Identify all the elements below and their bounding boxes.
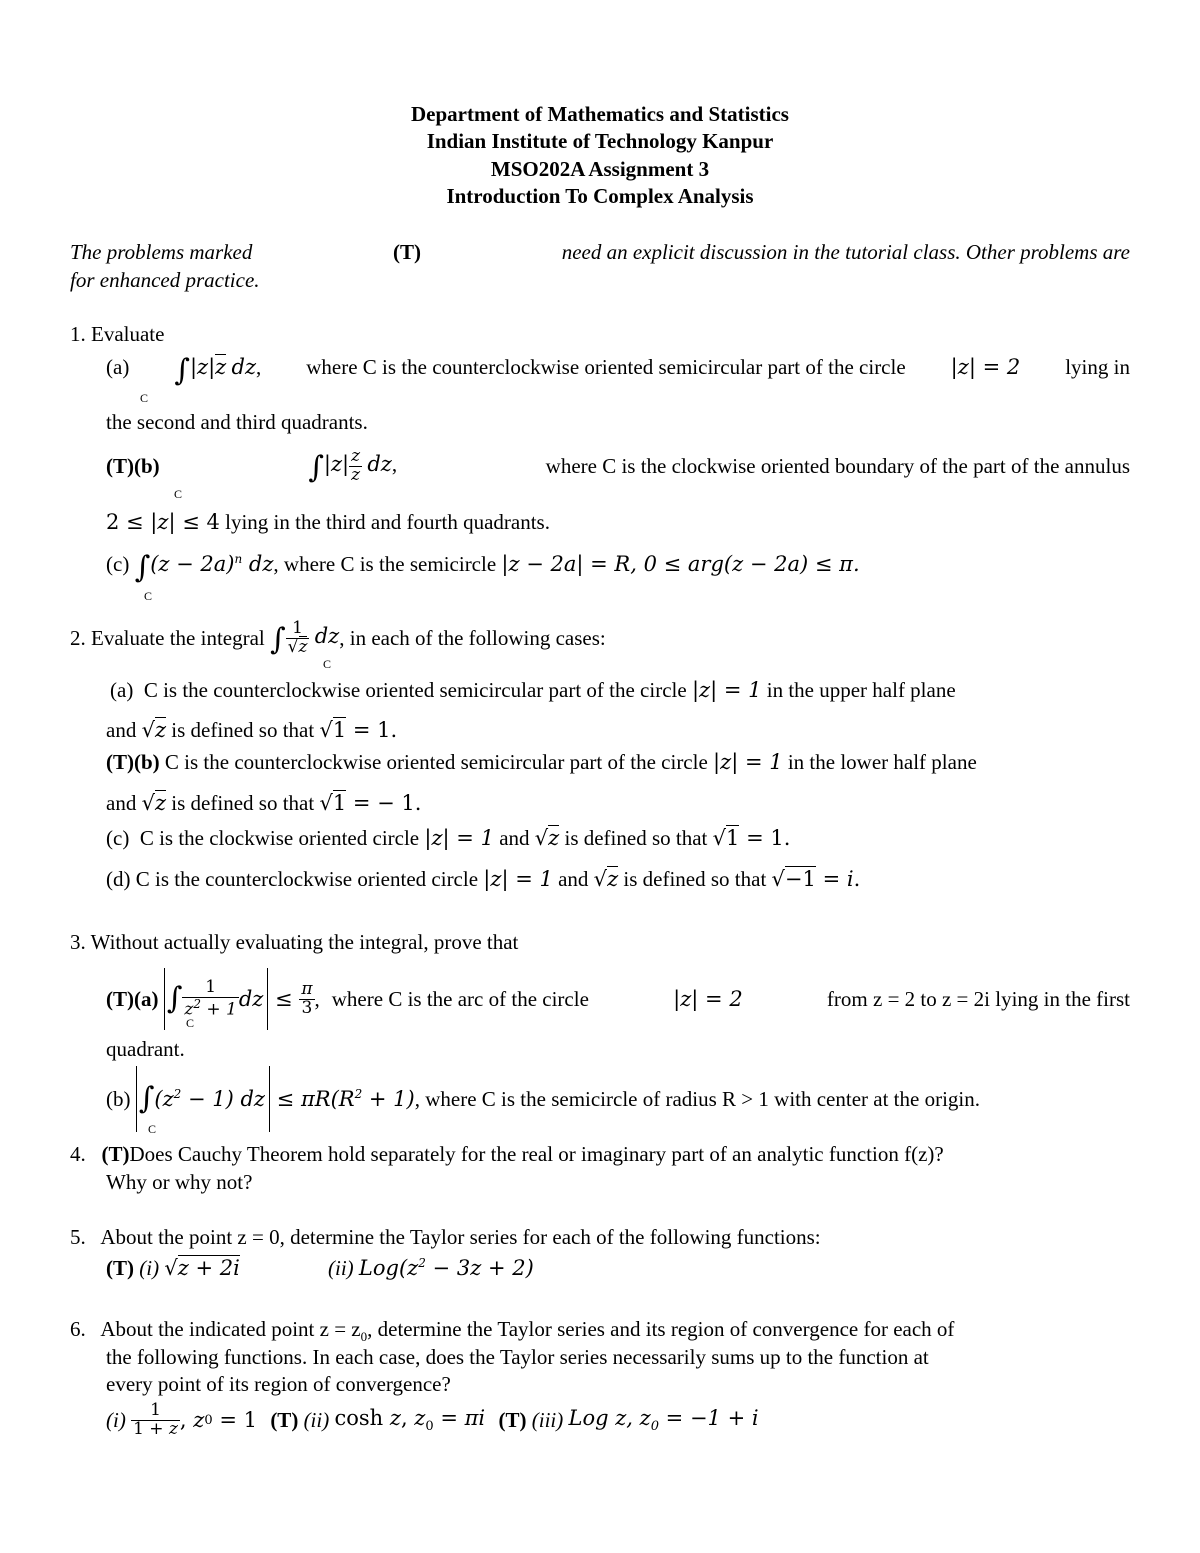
q2b-tail: in the lower half plane	[787, 750, 977, 774]
q1a-line	[106, 355, 1130, 386]
q4-line	[70, 1142, 944, 1167]
q1a-line-2: the second and third quadrants.	[106, 410, 368, 434]
q5-line	[70, 1225, 821, 1250]
q5-text: About the point z = 0, determine the Taylor series for each of the following functions:	[100, 1225, 821, 1249]
q2-title-tail: , in each of the following cases:	[339, 625, 606, 650]
q2b-label: (T)(b)	[106, 750, 160, 774]
intro-line-1	[70, 240, 1130, 265]
intro-marker: (T)	[393, 240, 422, 264]
q1a-contour-label: C	[140, 391, 149, 405]
q3a-label: (T)(a)	[106, 986, 159, 1011]
q5-ii-label: (ii)	[328, 1256, 354, 1280]
q1c-label: (c)	[106, 552, 130, 576]
q6-iii-function: Log z, $z_0 = -1 + i$	[568, 1406, 759, 1435]
q5-ii-function: $Log(z^2 - 3z + 2)$	[358, 1256, 534, 1280]
q4-line-2: Why or why not?	[106, 1170, 253, 1194]
q1b-text: where C is the clockwise oriented boundary of the part of the annulus	[545, 453, 1130, 478]
q1a-circle: |z| = 2	[950, 355, 1021, 379]
q2a-tail: in the upper half plane	[766, 678, 956, 702]
q2b-circle: |z| = 1	[713, 750, 783, 774]
q5-marker: (T)	[106, 1256, 134, 1280]
q2-title: 2. Evaluate the integral	[70, 625, 265, 650]
q1c-formula: $\int(z - 2a)^n$ dz,	[134, 550, 279, 585]
q6-ii-marker: (T)	[270, 1407, 299, 1432]
q5-number: 5.	[70, 1225, 86, 1249]
q6-ii-label: (ii)	[303, 1407, 330, 1432]
q1-title: 1. Evaluate	[70, 322, 165, 346]
q1a-formula: ∫|z|z dz,	[174, 353, 262, 388]
q2a-line-2: and √z is defined so that √1 = 1.	[106, 718, 398, 742]
q6-i-function: $\frac{1}{1 + z}$	[133, 1400, 178, 1439]
q3a-contour-label: C	[186, 1016, 195, 1030]
q2b-text: C is the counterclockwise oriented semicircular part of the circle	[164, 750, 708, 774]
q6-iii-label: (iii)	[531, 1407, 564, 1432]
q6-items: (i) $\frac{1}{1 + z}$ , z 0 = 1 (T) (ii) cosh z, $z_0 = \pi i$ (T) (iii) Log z, $z_0 = -1 + i$	[106, 1400, 759, 1439]
intro-text-2: need an explicit discussion in the tutorial class. Other problems are	[561, 240, 1130, 264]
q3a-formula: ∫ $\frac{1}{z^2 + 1}$ dz ≤ $\frac{\pi}{3}$ ,	[164, 968, 320, 1030]
q5-i-function: √z + 2i	[164, 1256, 240, 1280]
q3b-line	[106, 1066, 980, 1132]
q4-text: Does Cauchy Theorem hold separately for the real or imaginary part of an analytic function f(z)?	[129, 1142, 944, 1166]
q1b-formula: ∫|z| $\frac{z}{z}$ dz,	[308, 446, 398, 486]
q1b-line-2: 2 ≤ |z| ≤ 4 lying in the third and fourth quadrants.	[106, 510, 550, 534]
institute-title: Indian Institute of Technology Kanpur	[426, 129, 774, 153]
q3b-formula: ∫ $(z^2 - 1)$ dz ≤ $\pi R(R^2 + 1)$ ,	[136, 1066, 425, 1132]
q6-line: 6. About the indicated point $z = z_0$, determine the Taylor series and its region of convergence for each of	[70, 1317, 955, 1345]
q2-contour-label: C	[323, 657, 332, 671]
q3b-text: where C is the semicircle of radius R > 1 with center at the origin.	[425, 1086, 981, 1111]
q1a-label: (a)	[106, 355, 130, 379]
q2-formula: ∫ $\frac{1}{√z}$ dz	[270, 618, 340, 658]
q6-ii-function: cosh z, $z_0 = \pi i$	[334, 1406, 486, 1435]
q1c-text: where C is the semicircle	[283, 552, 497, 576]
q3a-tail: from z = 2 to z = 2i lying in the first	[826, 986, 1130, 1011]
q4-number: 4.	[70, 1142, 86, 1166]
assignment-title: MSO202A Assignment 3	[490, 157, 710, 181]
q1a-text: where C is the counterclockwise oriented semicircular part of the circle	[306, 355, 906, 379]
q2b-line	[106, 750, 977, 775]
q2a-label: (a)	[110, 678, 134, 702]
q4-marker: (T)	[101, 1142, 130, 1166]
q1c-line	[106, 552, 860, 583]
q1b-contour-label: C	[174, 487, 183, 501]
q1c-condition: |z − 2a| = R, 0 ≤ arg(z − 2a) ≤ π.	[501, 552, 860, 576]
q2c-label: (c)	[106, 826, 130, 850]
q2-title-line	[70, 620, 606, 657]
course-title: Introduction To Complex Analysis	[446, 184, 754, 208]
q2a-line	[110, 678, 956, 703]
intro-text: The problems marked	[70, 240, 253, 264]
q5-items	[106, 1256, 240, 1281]
q3a-line-2: quadrant.	[106, 1037, 185, 1061]
q1b-line	[106, 448, 1130, 485]
q6-line-3: every point of its region of convergence?	[106, 1372, 451, 1396]
q1c-contour-label: C	[144, 589, 153, 603]
q2b-line-2: and √z is defined so that √1 = − 1.	[106, 791, 422, 815]
q3-title: 3. Without actually evaluating the integral, prove that	[70, 930, 519, 954]
q2a-circle: |z| = 1	[691, 678, 762, 702]
department-title: Department of Mathematics and Statistics	[411, 102, 789, 126]
intro-line-2: for enhanced practice.	[70, 268, 260, 292]
q3a-circle: |z| = 2	[673, 986, 743, 1011]
q6-iii-marker: (T)	[498, 1407, 527, 1432]
q2c-line: (c) C is the clockwise oriented circle |z| = 1 and √z is defined so that √1 = 1.	[106, 826, 791, 850]
q3b-contour-label: C	[148, 1122, 157, 1136]
q1a-tail: lying in	[1065, 355, 1130, 379]
q2d-label: (d)	[106, 867, 131, 891]
q2d-line: (d) C is the counterclockwise oriented circle |z| = 1 and √z is defined so that √−1 = i.	[106, 867, 861, 891]
q6-number: 6.	[70, 1317, 86, 1341]
q3a-text: where C is the arc of the circle	[331, 986, 589, 1011]
q1b-label: (T)(b)	[106, 453, 160, 478]
q5-ii	[328, 1256, 534, 1281]
q6-i-label: (i)	[106, 1407, 126, 1432]
q3b-label: (b)	[106, 1086, 131, 1111]
q5-i-label: (i)	[139, 1256, 160, 1280]
q6-line-2: the following functions. In each case, does the Taylor series necessarily sums up to the function at	[106, 1345, 929, 1369]
q2a-text: C is the counterclockwise oriented semicircular part of the circle	[143, 678, 687, 702]
q3a-line	[106, 968, 1130, 1030]
